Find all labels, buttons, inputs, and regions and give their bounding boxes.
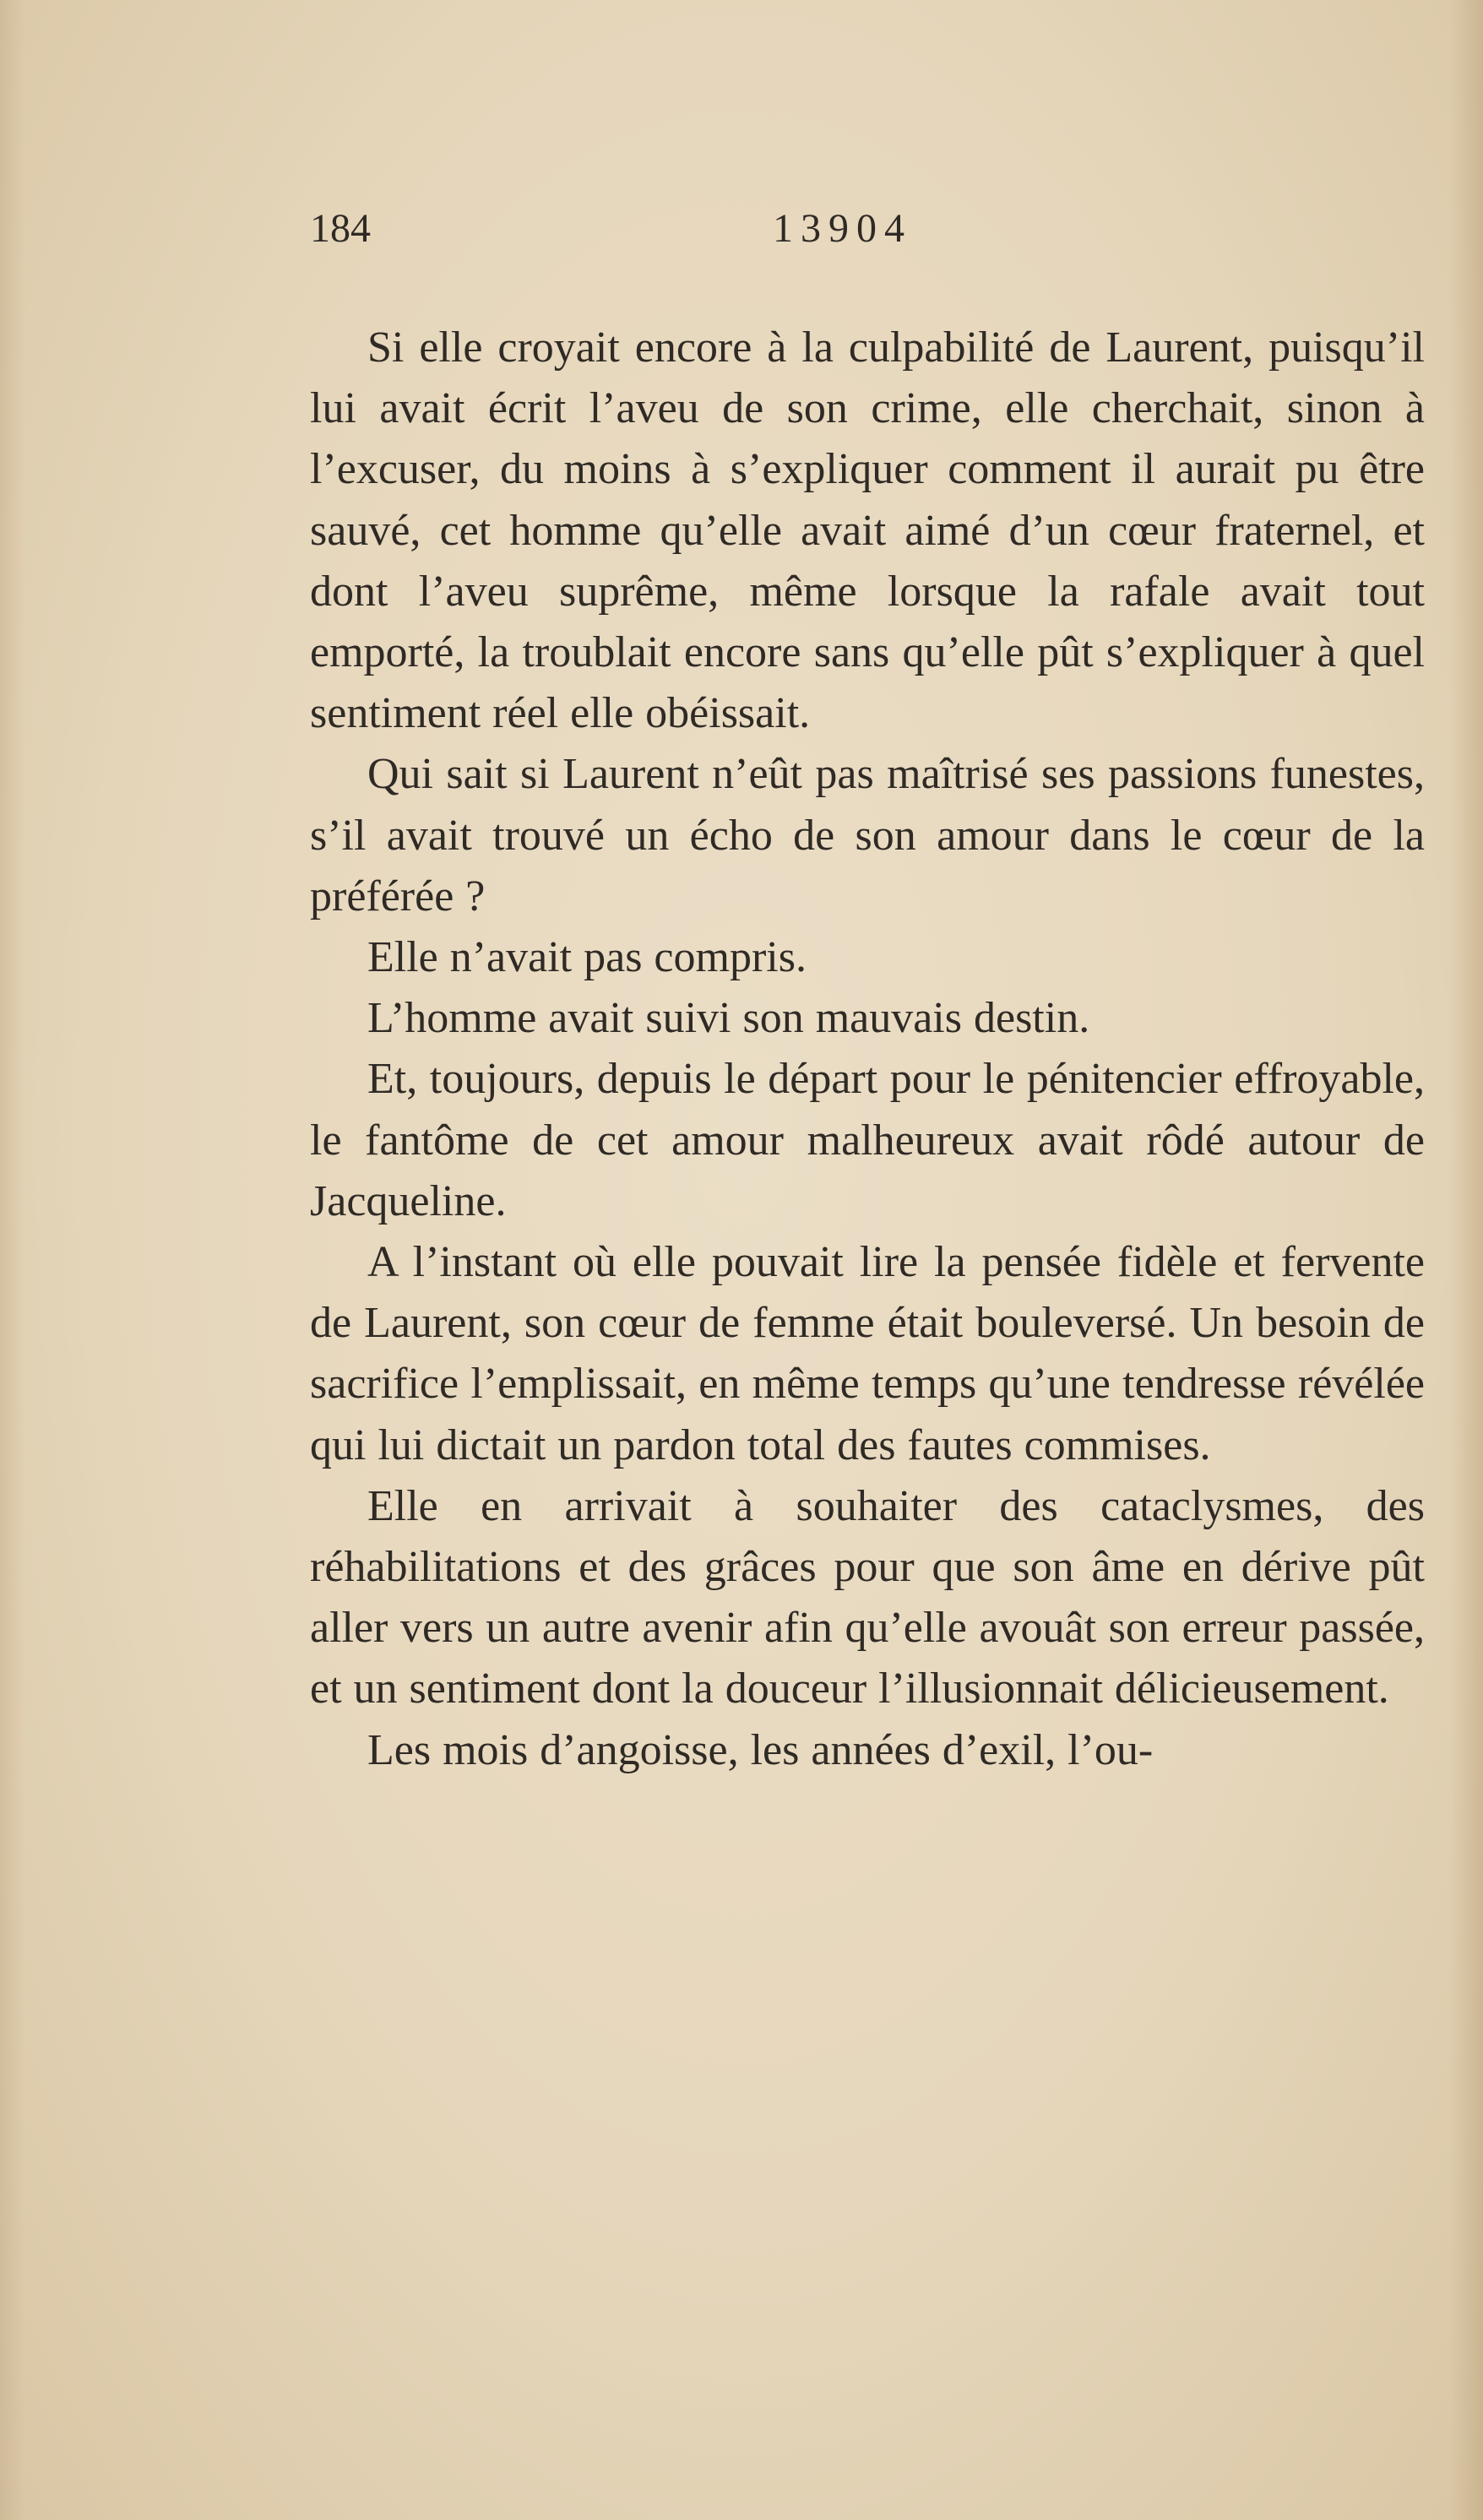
- paragraph: A l’instant où elle pouvait lire la pensée fidèle et fervente de Laurent, son cœur de femme était bouleversé. Un besoin de sacrifice l’emplissait, en même temps qu’une tendresse révélée qui lui dictait un pardon total des fautes commises.: [310, 1238, 1425, 1469]
- paragraph: Elle n’avait pas compris.: [367, 933, 807, 982]
- paragraph: Elle en arrivait à souhaiter des cataclysmes, des réhabilitations et des grâces pour que son âme en dérive pût aller vers un autre avenir afin qu’elle avouât son erreur passée, et un sentiment dont la douceur l’illusionnait délicieusement.: [310, 1481, 1425, 1713]
- page-header: [310, 199, 1425, 258]
- running-title: 13904: [773, 206, 912, 251]
- paragraph: Et, toujours, depuis le départ pour le pénitencier effroyable, le fantôme de cet amour malheureux avait rôdé autour de Jacqueline.: [310, 1055, 1425, 1225]
- page-right-edge-shadow: [1449, 0, 1483, 2520]
- paragraph: Si elle croyait encore à la culpabilité de Laurent, puisqu’il lui avait écrit l’aveu de son crime, elle cherchait, sinon à l’excuser, du moins à s’expliquer comment il aurait pu être sauvé, cet homme qu’elle avait aimé d’un cœur fraternel, et dont l’aveu suprême, même lorsque la rafale avait tout emporté, la troublait encore sans qu’elle pût s’expliquer à quel sentiment réel elle obéissait.: [310, 323, 1425, 738]
- paragraph: Qui sait si Laurent n’eût pas maîtrisé ses passions funestes, s’il avait trouvé un écho de son amour dans le cœur de la préférée ?: [310, 750, 1425, 921]
- page-left-edge-shadow: [0, 0, 25, 2520]
- paragraph: L’homme avait suivi son mauvais destin.: [367, 994, 1090, 1043]
- paragraph: Les mois d’angoisse, les années d’exil, l’ou-: [367, 1725, 1154, 1774]
- body-text: [310, 318, 1425, 1781]
- page-number: 184: [310, 206, 371, 251]
